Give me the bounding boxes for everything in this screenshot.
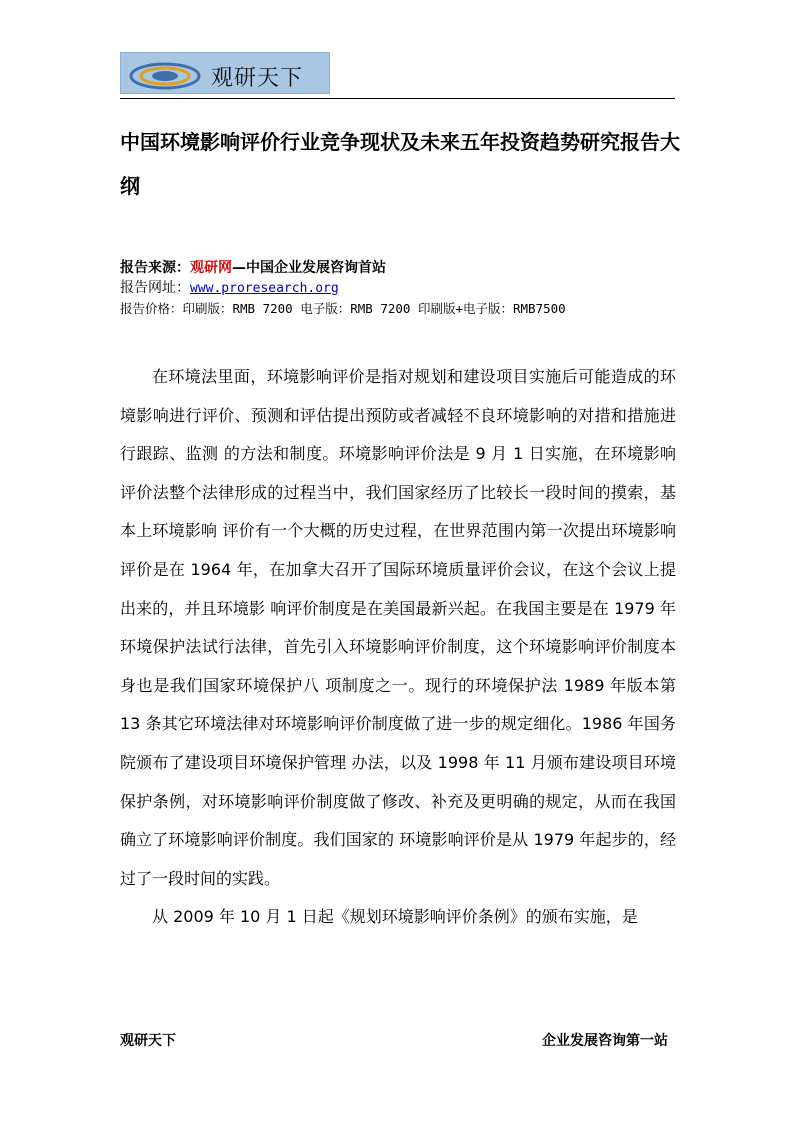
report-title: 中国环境影响评价行业竞争现状及未来五年投资趋势研究报告大纲 xyxy=(120,130,680,198)
logo-text: 观研天下 xyxy=(211,66,304,91)
report-meta xyxy=(120,258,680,319)
source-tagline: —中国企业发展咨询首站 xyxy=(232,260,386,276)
paragraph: 从 2009 年 10 月 1 日起《规划环境影响评价条例》的颁布实施，是 xyxy=(152,907,638,927)
footer-right: 企业发展咨询第一站 xyxy=(542,1033,668,1049)
price-row: 报告价格：印刷版：RMB 7200 电子版：RMB 7200 印刷版+电子版：RMB7500 xyxy=(120,301,566,316)
url-row xyxy=(120,278,680,299)
logo-swirl-icon xyxy=(127,59,203,91)
url-label: 报告网址： xyxy=(120,280,190,296)
report-url-link[interactable]: www.proresearch.org xyxy=(190,281,339,296)
source-label: 报告来源： xyxy=(120,260,190,276)
header-divider xyxy=(120,98,675,99)
paragraph: 在环境法里面，环境影响评价是指对规划和建设项目实施后可能造成的环境影响进行评价、预测和评估提出预防或者减轻不良环境影响的对措和措施进行跟踪、监测 的方法和制度。环境影响评价法是 9 月 1 日实施，在环境影响评价法整个法律形成的过程当中，我们国家经历了比较长一段时间的摸索，基本上环境影响 评价有一个大概的历史过程，在世界范围内第一次提出环境影响评价是在 1964 年，在加拿大召开了国际环境质量评价会议，在这个会议上提出来的，并且环境影 响评价制度是在美国最新兴起。在我国主要是在 1979 年环境保护法试行法律，首先引入环境影响评价制度，这个环境影响评价制度本身也是我们国家环境保护八 项制度之一。现行的环境保护法 1989 年版本第 13 条其它环境法律对环境影响评价制度做了进一步的规定细化。1986 年国务院颁布了建设项目环境保护管理 办法，以及 1998 年 11 月颁布建设项目环境保护条例，对环境影响评价制度做了修改、补充及更明确的规定，从而在我国确立了环境影响评价制度。我们国家的 环境影响评价是从 1979 年起步的，经过了一段时间的实践。 xyxy=(120,367,676,888)
company-logo xyxy=(120,52,330,94)
footer-left: 观研天下 xyxy=(120,1033,176,1049)
source-site: 观研网 xyxy=(190,260,232,276)
report-body xyxy=(120,358,676,937)
source-row xyxy=(120,258,680,278)
